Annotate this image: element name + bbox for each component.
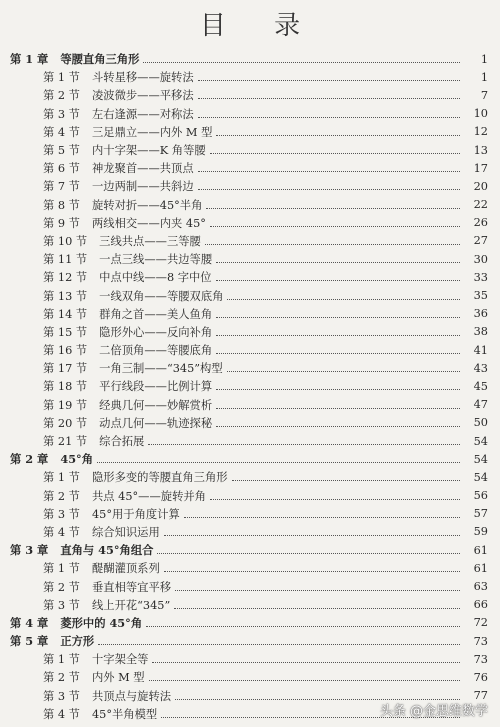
toc-entry-title: 隐形多变的等腰直角三角形 bbox=[91, 471, 228, 485]
toc-entry-number: 第 5 章 bbox=[10, 634, 49, 649]
toc-leader-dots bbox=[216, 316, 460, 318]
toc-section-row bbox=[0, 487, 500, 505]
toc-page-number: 7 bbox=[480, 88, 488, 102]
toc-page-number: 57 bbox=[473, 507, 488, 521]
toc-page-number: 35 bbox=[473, 289, 488, 303]
toc-entry-title: 等腰直角三角形 bbox=[60, 52, 140, 67]
toc-page-number: 10 bbox=[473, 107, 488, 121]
toc-entry-number: 第 3 节 bbox=[43, 689, 80, 703]
toc-leader-dots bbox=[184, 516, 460, 518]
toc-page-number: 1 bbox=[480, 70, 488, 84]
toc-entry-label bbox=[0, 542, 153, 558]
toc-entry-label bbox=[0, 597, 170, 613]
toc-section-row bbox=[0, 559, 500, 577]
toc-entry-title: 45°半角模型 bbox=[91, 707, 158, 721]
toc-entry-title: 十字架全等 bbox=[91, 653, 149, 667]
toc-entry-number: 第 4 节 bbox=[43, 707, 80, 721]
toc-leader-dots bbox=[206, 207, 460, 209]
toc-entry-number: 第 9 节 bbox=[43, 216, 80, 230]
toc-section-row bbox=[0, 141, 500, 159]
toc-page-number: 36 bbox=[473, 307, 488, 321]
toc-leader-dots bbox=[216, 334, 460, 336]
toc-page-number: 76 bbox=[473, 670, 488, 684]
toc-leader-dots bbox=[227, 370, 460, 372]
toc-entry-title: 斗转星移——旋转法 bbox=[91, 71, 194, 85]
toc-leader-dots bbox=[216, 261, 460, 263]
toc-entry-title: 经典几何——妙解赏析 bbox=[99, 398, 213, 412]
toc-section-row bbox=[0, 396, 500, 414]
toc-section-row bbox=[0, 468, 500, 486]
toc-page-number: 61 bbox=[473, 561, 488, 575]
toc-section-row bbox=[0, 359, 500, 377]
toc-chapter-row bbox=[0, 450, 500, 468]
toc-section-row bbox=[0, 250, 500, 268]
toc-entry-number: 第 4 节 bbox=[43, 125, 80, 139]
toc-entry-label bbox=[0, 269, 212, 285]
toc-entry-label bbox=[0, 488, 206, 504]
toc-entry-label bbox=[0, 615, 142, 631]
toc-entry-number: 第 21 节 bbox=[43, 435, 88, 449]
toc-entry-title: 群角之首——美人鱼角 bbox=[99, 307, 213, 321]
toc-entry-label bbox=[0, 87, 194, 103]
toc-entry-number: 第 17 节 bbox=[43, 362, 88, 376]
toc-leader-dots bbox=[216, 279, 460, 281]
toc-section-row bbox=[0, 286, 500, 304]
toc-section-row bbox=[0, 668, 500, 686]
toc-entry-label bbox=[0, 178, 194, 194]
toc-entry-number: 第 6 节 bbox=[43, 162, 80, 176]
toc-leader-dots bbox=[97, 461, 460, 463]
toc-entry-title: 综合知识运用 bbox=[91, 525, 160, 539]
toc-page-number: 26 bbox=[473, 216, 488, 230]
toc-section-row bbox=[0, 414, 500, 432]
toc-entry-title: 直角与 45°角组合 bbox=[60, 543, 154, 558]
toc-section-row bbox=[0, 177, 500, 195]
toc-page-number: 1 bbox=[480, 52, 488, 66]
toc-entry-number: 第 3 章 bbox=[10, 543, 49, 558]
toc-entry-number: 第 1 章 bbox=[10, 52, 49, 67]
toc-leader-dots bbox=[216, 425, 460, 427]
toc-leader-dots bbox=[216, 352, 460, 354]
toc-entry-number: 第 5 节 bbox=[43, 144, 80, 158]
toc-entry-title: 菱形中的 45°角 bbox=[60, 615, 143, 630]
toc-leader-dots bbox=[175, 589, 460, 591]
toc-entry-title: 内十字架——K 角等腰 bbox=[91, 144, 206, 158]
toc-section-row bbox=[0, 123, 500, 141]
toc-leader-dots bbox=[205, 243, 460, 245]
toc-page-number: 20 bbox=[473, 179, 488, 193]
toc-leader-dots bbox=[152, 661, 460, 663]
toc-page-number: 12 bbox=[473, 125, 488, 139]
toc-section-row bbox=[0, 323, 500, 341]
toc-leader-dots bbox=[174, 607, 460, 609]
toc-leader-dots bbox=[149, 679, 460, 681]
toc-leader-dots bbox=[146, 625, 460, 627]
toc-entry-number: 第 20 节 bbox=[43, 416, 88, 430]
toc-entry-number: 第 2 章 bbox=[10, 452, 49, 467]
toc-entry-title: 隐形外心——反向补角 bbox=[99, 325, 213, 339]
toc-section-row bbox=[0, 596, 500, 614]
toc-page-number: 17 bbox=[473, 161, 488, 175]
toc-entry-number: 第 2 节 bbox=[43, 580, 80, 594]
toc-entry-number: 第 12 节 bbox=[43, 271, 88, 285]
toc-entry-title: 二倍顶角——等腰底角 bbox=[99, 344, 213, 358]
toc-entry-number: 第 10 节 bbox=[43, 234, 88, 248]
toc-section-row bbox=[0, 650, 500, 668]
toc-section-row bbox=[0, 196, 500, 214]
toc-page-number: 54 bbox=[473, 470, 488, 484]
toc-entry-title: 综合拓展 bbox=[99, 435, 145, 449]
toc-entry-number: 第 2 节 bbox=[43, 489, 80, 503]
toc-page-number: 54 bbox=[473, 434, 488, 448]
toc-page-number: 45 bbox=[473, 379, 488, 393]
toc-entry-label bbox=[0, 324, 212, 340]
toc-leader-dots bbox=[216, 407, 460, 409]
toc-entry-title: 神龙聚首——共顶点 bbox=[91, 162, 194, 176]
toc-entry-number: 第 2 节 bbox=[43, 89, 80, 103]
toc-entry-number: 第 3 节 bbox=[43, 507, 80, 521]
toc-page-number: 13 bbox=[473, 143, 488, 157]
toc-entry-title: 左右逢源——对称法 bbox=[91, 107, 194, 121]
toc-leader-dots bbox=[164, 570, 460, 572]
toc-leader-dots bbox=[198, 79, 460, 81]
toc-entry-title: 共点 45°——旋转并角 bbox=[91, 489, 206, 503]
toc-entry-title: 共顶点与旋转法 bbox=[91, 689, 172, 703]
toc-page-number: 47 bbox=[473, 398, 488, 412]
toc-entry-number: 第 18 节 bbox=[43, 380, 88, 394]
toc-leader-dots bbox=[198, 170, 460, 172]
toc-section-row bbox=[0, 432, 500, 450]
toc-entry-label bbox=[0, 69, 194, 85]
toc-entry-title: 垂直相等宜平移 bbox=[91, 580, 172, 594]
toc-entry-label bbox=[0, 524, 160, 540]
toc-entry-label bbox=[0, 451, 93, 467]
toc-entry-number: 第 14 节 bbox=[43, 307, 88, 321]
toc-page-number: 61 bbox=[473, 543, 488, 557]
toc-chapter-row bbox=[0, 632, 500, 650]
toc-leader-dots bbox=[148, 443, 460, 445]
toc-page-number: 30 bbox=[473, 252, 488, 266]
toc-entry-label bbox=[0, 706, 157, 722]
toc-page-number: 59 bbox=[473, 525, 488, 539]
toc-entry-label bbox=[0, 378, 212, 394]
toc-section-row bbox=[0, 268, 500, 286]
toc-leader-dots bbox=[227, 298, 460, 300]
toc-entry-label bbox=[0, 506, 180, 522]
toc-section-row bbox=[0, 105, 500, 123]
toc-entry-title: 一角三制——“345”构型 bbox=[99, 362, 223, 376]
toc-entry-label bbox=[0, 160, 194, 176]
toc-entry-label bbox=[0, 215, 206, 231]
toc-entry-number: 第 3 节 bbox=[43, 598, 80, 612]
toc-page-number: 43 bbox=[473, 361, 488, 375]
toc-section-row bbox=[0, 159, 500, 177]
toc-leader-dots bbox=[232, 479, 460, 481]
page-title: 目 录 bbox=[199, 11, 321, 41]
toc-entry-number: 第 1 节 bbox=[43, 71, 80, 85]
toc-leader-dots bbox=[216, 388, 460, 390]
toc-entry-title: 醍醐灌顶系列 bbox=[91, 562, 160, 576]
toc-entry-number: 第 1 节 bbox=[43, 471, 80, 485]
toc-leader-dots bbox=[210, 225, 460, 227]
toc-entry-title: 动点几何——轨迹探秘 bbox=[99, 416, 213, 430]
toc-leader-dots bbox=[210, 498, 460, 500]
toc-page-number: 41 bbox=[473, 343, 488, 357]
toc-page-number: 38 bbox=[473, 325, 488, 339]
toc-entry-number: 第 1 节 bbox=[43, 562, 80, 576]
toc-leader-dots bbox=[216, 134, 460, 136]
toc-entry-title: 两线相交——内夹 45° bbox=[91, 216, 206, 230]
toc-chapter-row bbox=[0, 541, 500, 559]
toc-entry-label bbox=[0, 360, 223, 376]
toc-section-row bbox=[0, 232, 500, 250]
toc-section-row bbox=[0, 577, 500, 595]
toc-leader-dots bbox=[210, 152, 460, 154]
toc-section-row bbox=[0, 214, 500, 232]
toc-entry-label bbox=[0, 415, 212, 431]
toc-entry-label bbox=[0, 233, 201, 249]
toc-page-number: 72 bbox=[473, 616, 488, 630]
toc-section-row bbox=[0, 341, 500, 359]
toc-page-number: 73 bbox=[473, 652, 488, 666]
toc-entry-label bbox=[0, 142, 206, 158]
toc-section-row bbox=[0, 377, 500, 395]
toc-entry-number: 第 3 节 bbox=[43, 107, 80, 121]
toc-entry-title: 三线共点——三等腰 bbox=[99, 234, 201, 248]
toc-page-number: 54 bbox=[473, 452, 488, 466]
toc-entry-number: 第 4 节 bbox=[43, 525, 80, 539]
toc-leader-dots bbox=[198, 188, 460, 190]
toc-entry-title: 一点三线——共边等腰 bbox=[99, 253, 213, 267]
toc-entry-title: 45°用于角度计算 bbox=[91, 507, 180, 521]
toc-section-row bbox=[0, 68, 500, 86]
toc-entry-label bbox=[0, 560, 160, 576]
toc-entry-label bbox=[0, 433, 144, 449]
toc-entry-label bbox=[0, 288, 223, 304]
toc-page-number: 22 bbox=[473, 198, 488, 212]
toc-entry-title: 正方形 bbox=[60, 634, 95, 649]
toc-entry-label bbox=[0, 397, 212, 413]
toc-page-number: 63 bbox=[473, 580, 488, 594]
toc-entry-label bbox=[0, 251, 212, 267]
toc-leader-dots bbox=[143, 61, 460, 63]
toc-page-number: 50 bbox=[473, 416, 488, 430]
toc-entry-number: 第 1 节 bbox=[43, 653, 80, 667]
toc-entry-number: 第 7 节 bbox=[43, 180, 80, 194]
toc-page-number: 77 bbox=[473, 689, 488, 703]
toc-entry-title: 凌波微步——平移法 bbox=[91, 89, 194, 103]
toc-leader-dots bbox=[198, 97, 460, 99]
toc-entry-label bbox=[0, 197, 202, 213]
toc-entry-number: 第 13 节 bbox=[43, 289, 88, 303]
watermark: 头条 @金思维数学 bbox=[379, 704, 488, 719]
toc-entry-label bbox=[0, 579, 171, 595]
toc-entry-number: 第 2 节 bbox=[43, 671, 80, 685]
toc-entry-number: 第 19 节 bbox=[43, 398, 88, 412]
toc-entry-label bbox=[0, 51, 139, 67]
toc-entry-label bbox=[0, 669, 145, 685]
toc-section-row bbox=[0, 86, 500, 104]
toc-leader-dots bbox=[157, 552, 460, 554]
toc-section-row bbox=[0, 305, 500, 323]
toc-entry-title: 45°角 bbox=[60, 452, 93, 467]
toc-entry-number: 第 11 节 bbox=[43, 253, 88, 267]
toc-entry-number: 第 8 节 bbox=[43, 198, 80, 212]
toc-page-number: 27 bbox=[473, 234, 488, 248]
toc-entry-number: 第 16 节 bbox=[43, 344, 88, 358]
table-of-contents bbox=[0, 50, 500, 723]
toc-section-row bbox=[0, 523, 500, 541]
toc-entry-label bbox=[0, 651, 148, 667]
toc-entry-label bbox=[0, 633, 94, 649]
toc-entry-title: 旋转对折——45°半角 bbox=[91, 198, 203, 212]
toc-page-number: 56 bbox=[473, 489, 488, 503]
toc-entry-label bbox=[0, 688, 171, 704]
toc-leader-dots bbox=[164, 534, 460, 536]
toc-page-number: 73 bbox=[473, 634, 488, 648]
toc-entry-label bbox=[0, 342, 212, 358]
toc-entry-title: 内外 M 型 bbox=[91, 671, 145, 685]
toc-page-number: 66 bbox=[473, 598, 488, 612]
toc-entry-title: 平行线段——比例计算 bbox=[99, 380, 213, 394]
toc-entry-title: 一边两制——共斜边 bbox=[91, 180, 194, 194]
toc-entry-number: 第 15 节 bbox=[43, 325, 88, 339]
toc-entry-title: 线上开花“345” bbox=[91, 598, 171, 612]
toc-entry-title: 三足鼎立——内外 M 型 bbox=[91, 125, 213, 139]
toc-section-row bbox=[0, 505, 500, 523]
toc-chapter-row bbox=[0, 614, 500, 632]
toc-entry-number: 第 4 章 bbox=[10, 615, 49, 630]
toc-entry-label bbox=[0, 306, 212, 322]
toc-entry-title: 一线双角——等腰双底角 bbox=[99, 289, 224, 303]
toc-entry-title: 中点中线——8 字中位 bbox=[99, 271, 212, 285]
toc-chapter-row bbox=[0, 50, 500, 68]
toc-entry-label bbox=[0, 106, 194, 122]
toc-page-number: 33 bbox=[473, 270, 488, 284]
toc-entry-label bbox=[0, 469, 228, 485]
toc-leader-dots bbox=[198, 116, 460, 118]
toc-leader-dots bbox=[98, 643, 460, 645]
toc-entry-label bbox=[0, 124, 212, 140]
